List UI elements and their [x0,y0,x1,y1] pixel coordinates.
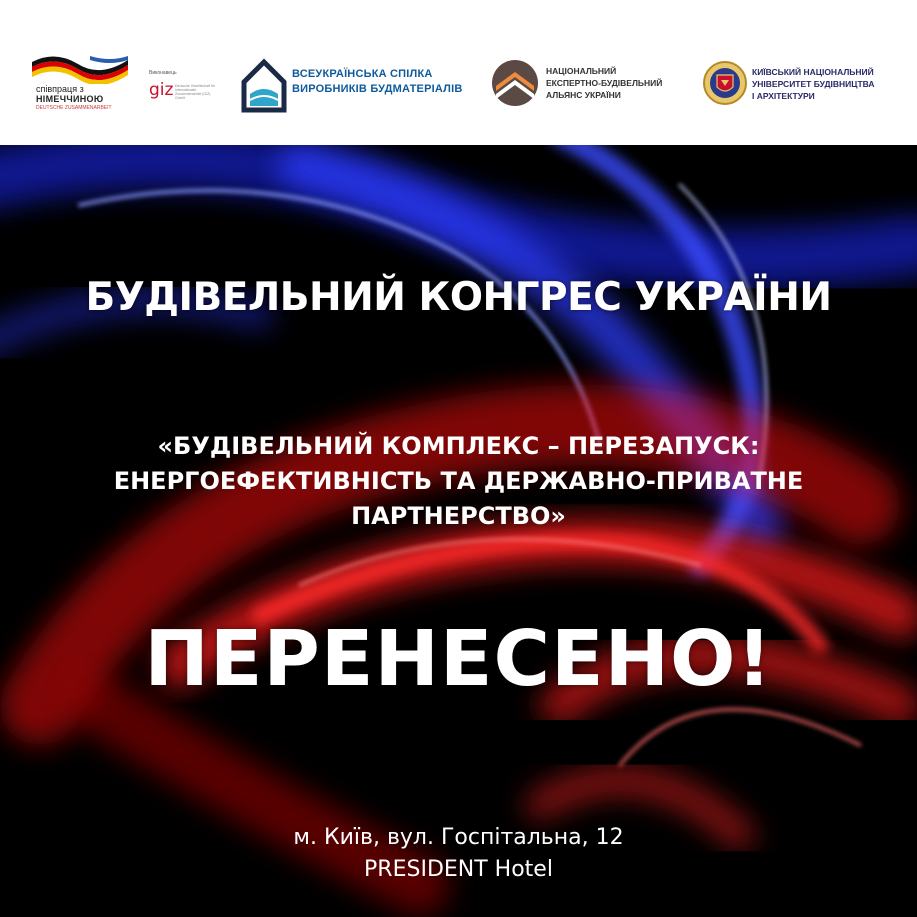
giz-note: Виконавець [149,70,177,76]
germany-cooperation-logo [30,54,135,114]
giz-mark: giz [149,80,174,100]
flag-ribbon-icon [30,54,130,84]
giz-logo [149,70,224,106]
event-subtitle-line3: ПАРТНЕРСТВО» [351,502,566,530]
event-banner [0,145,917,917]
vsvbm-logo [240,54,470,114]
status-postponed: ПЕРЕНЕСЕНО! [144,615,773,704]
neba-logo [490,58,690,108]
germany-logo-line2: НІМЕЧЧИНОЮ [36,94,104,104]
event-title: БУДІВЕЛЬНИЙ КОНГРЕС УКРАЇНИ [85,275,832,320]
partner-logo-strip [0,0,917,145]
event-subtitle-line1: «БУДІВЕЛЬНИЙ КОМПЛЕКС – ПЕРЕЗАПУСК: [157,432,760,460]
knuba-logo-line1: КИЇВСЬКИЙ НАЦІОНАЛЬНИЙ [752,67,874,77]
knuba-logo [702,53,902,113]
knuba-logo-line3: І АРХІТЕКТУРИ [752,91,815,101]
house-icon [240,54,288,114]
vsvbm-logo-line2: ВИРОБНИКІВ БУДМАТЕРІАЛІВ [292,83,463,95]
event-address: м. Київ, вул. Госпітальна, 12 [293,825,624,850]
event-subtitle [0,429,917,534]
event-venue: PRESIDENT Hotel [364,857,553,882]
germany-logo-line1: співпраця з [36,84,84,94]
neba-logo-line1: НАЦІОНАЛЬНИЙ [546,66,617,76]
giz-small-text: Deutsche Gesellschaft für Internationale Zusammenarbeit (GIZ) GmbH [175,84,216,100]
vsvbm-logo-line1: ВСЕУКРАЇНСЬКА СПІЛКА [292,68,433,80]
neba-logo-line2: ЕКСПЕРТНО-БУДІВЕЛЬНИЙ [546,78,663,88]
event-subtitle-line2: ЕНЕРГОЕФЕКТИВНІСТЬ ТА ДЕРЖАВНО-ПРИВАТНЕ [113,467,804,495]
university-crest-icon [702,53,748,113]
neba-logo-line3: АЛЬЯНС УКРАЇНИ [546,90,621,100]
germany-logo-text [36,84,103,104]
germany-logo-line3: DEUTSCHE ZUSAMMENARBEIT [36,105,112,111]
knuba-logo-line2: УНІВЕРСИТЕТ БУДІВНИЦТВА [752,79,875,89]
roof-chevron-icon [490,58,540,108]
